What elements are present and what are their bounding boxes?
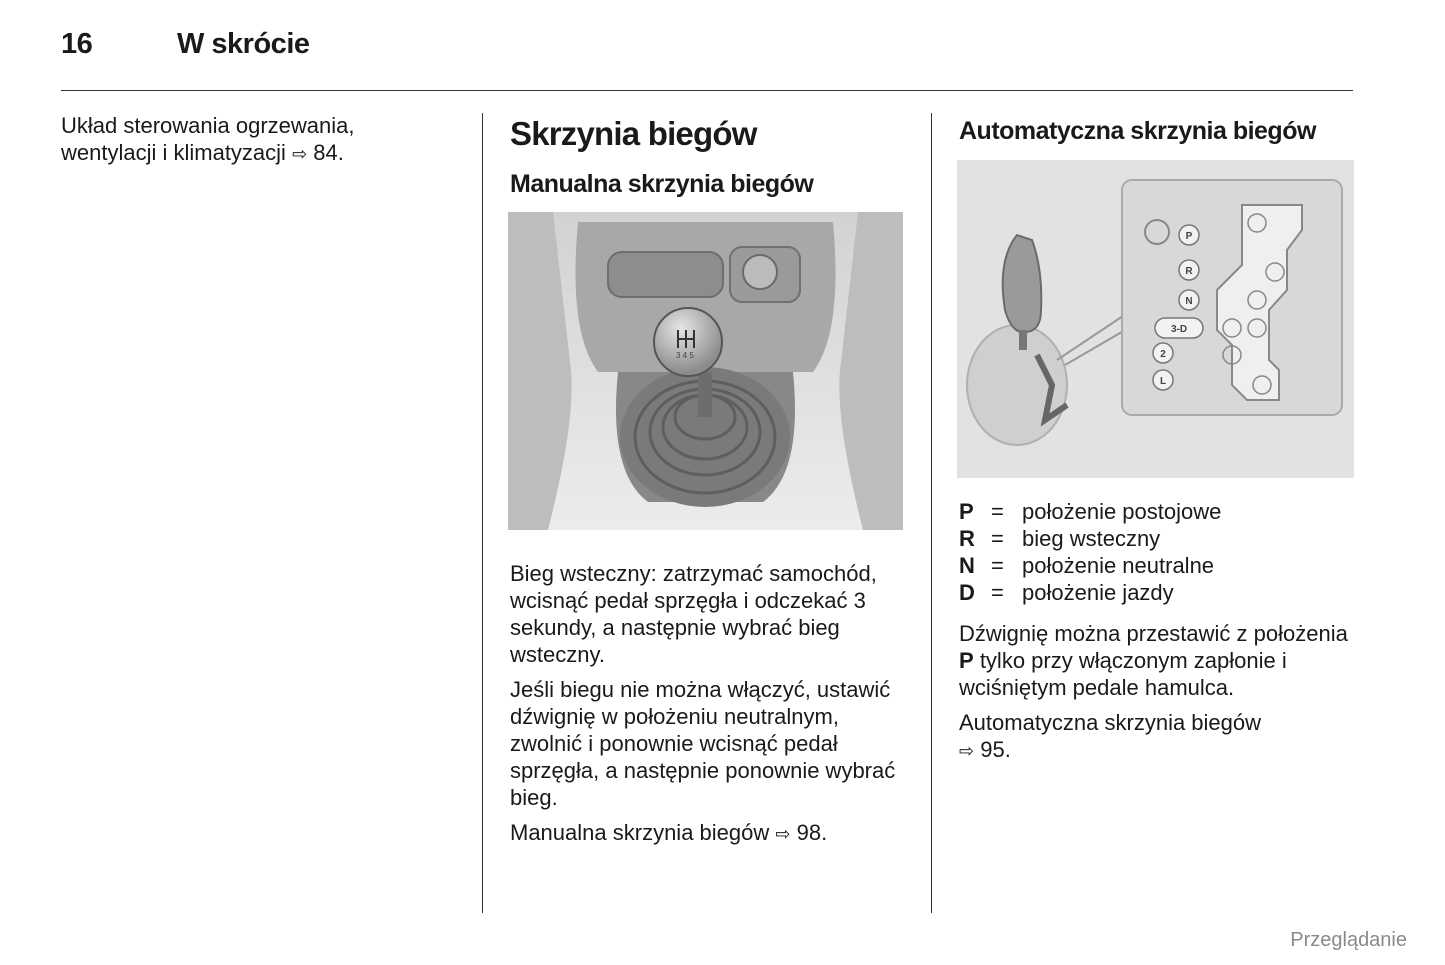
page-number: 16 bbox=[61, 28, 93, 60]
browse-link[interactable]: Przeglądanie bbox=[1290, 929, 1407, 951]
column-divider-left bbox=[482, 113, 483, 913]
manual-paragraph-1: Bieg wsteczny: zatrzymać samochód, wcisnąć pedał sprzęgła i odczekać 3 sekundy, a następnie wybrać bieg wsteczny. bbox=[510, 561, 877, 667]
legend-row-n: N = położenie neutralne bbox=[959, 553, 1215, 578]
column-divider-right bbox=[931, 113, 932, 913]
manual-reference: Manualna skrzynia biegów ⇨ 98. bbox=[510, 819, 915, 848]
column-1 bbox=[61, 112, 461, 176]
manual-gearbox-heading: Manualna skrzynia biegów bbox=[510, 170, 814, 198]
legend-row-d: D = położenie jazdy bbox=[959, 580, 1174, 605]
page-title: W skrócie bbox=[177, 28, 310, 60]
selector-l: L bbox=[1159, 376, 1167, 387]
legend-row-r: R = bieg wsteczny bbox=[959, 526, 1161, 551]
manual-paragraph-2: Jeśli biegu nie można włączyć, ustawić dźwignię w położeniu neutralnym, zwolnić i ponownie wcisnąć pedał sprzęgła, a następnie ponownie wybrać bieg. bbox=[510, 677, 896, 810]
column-3 bbox=[959, 112, 1359, 773]
selector-3d: 3-D bbox=[1170, 324, 1188, 335]
section-title: Skrzynia biegów bbox=[510, 115, 757, 152]
selector-r: R bbox=[1185, 266, 1193, 277]
automatic-reference: Automatyczna skrzynia biegów ⇨ 95. bbox=[959, 709, 1359, 765]
selector-2: 2 bbox=[1160, 349, 1166, 360]
reference-arrow-icon: ⇨ bbox=[292, 144, 308, 164]
figure-gear-label: 3 4 5 bbox=[676, 351, 694, 360]
reference-link[interactable]: 98. bbox=[796, 820, 828, 845]
reference-arrow-icon: ⇨ bbox=[959, 741, 975, 761]
manual-gearbox-figure bbox=[508, 212, 903, 530]
reference-link[interactable]: 95. bbox=[980, 737, 1011, 762]
hvac-reference: Układ sterowania ogrzewania, wentylacji i klimatyzacji ⇨ 84. bbox=[61, 112, 461, 168]
selector-p: P bbox=[1185, 231, 1193, 242]
automatic-gearbox-figure bbox=[957, 160, 1354, 478]
automatic-gearbox-heading: Automatyczna skrzynia biegów bbox=[959, 117, 1316, 145]
gear-legend bbox=[959, 498, 1359, 606]
selector-n: N bbox=[1185, 296, 1193, 307]
automatic-paragraph-1: Dźwignię można przestawić z położenia P tylko przy włączonym zapłonie i wciśniętym pedale hamulca. bbox=[959, 621, 1348, 700]
legend-row-p: P = położenie postojowe bbox=[959, 499, 1222, 524]
header-rule bbox=[61, 90, 1353, 91]
column-2 bbox=[510, 112, 915, 856]
reference-link[interactable]: 84. bbox=[313, 140, 344, 165]
reference-arrow-icon: ⇨ bbox=[775, 824, 791, 844]
